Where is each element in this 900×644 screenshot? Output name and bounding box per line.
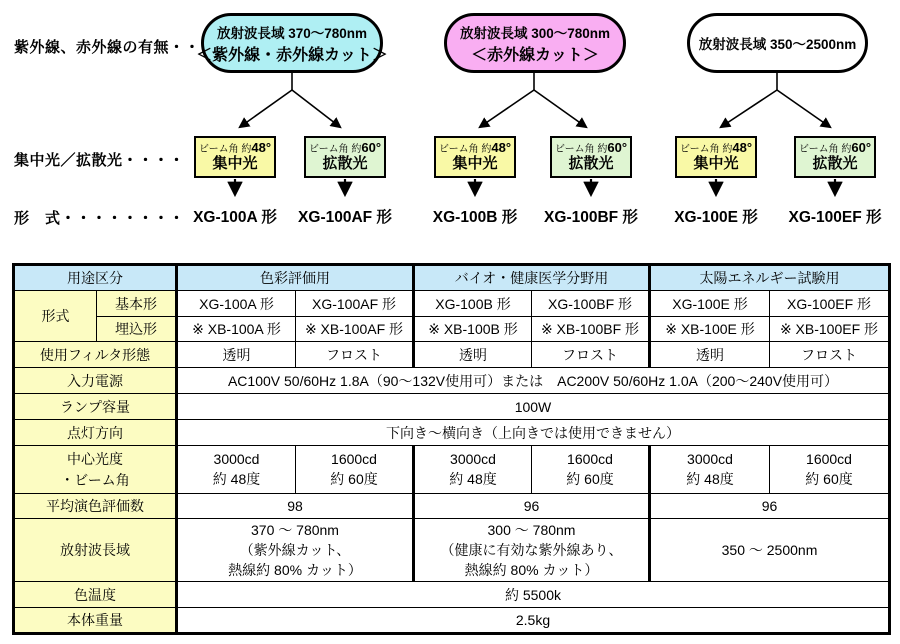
bubble-cut-text: ＜赤外線カット＞	[471, 46, 599, 64]
beam-type-text: 集中光	[212, 155, 258, 173]
beam-angle-text: ビーム角 約60°	[554, 139, 628, 155]
beam-box-concentrated-b	[434, 136, 516, 178]
row-label-spectrum: 紫外線、赤外線の有無・・	[14, 39, 201, 56]
filter-cell: フロスト	[532, 342, 650, 368]
luminous-cell: 1600cd 約 60度	[770, 446, 890, 494]
beam-angle-text: ビーム角 約60°	[798, 139, 872, 155]
group-header-bio: バイオ・健康医学分野用	[414, 265, 650, 291]
beam-type-text: 拡散光	[322, 155, 368, 173]
table-row-power	[14, 368, 890, 394]
luminous-cell: 3000cd 約 48度	[177, 446, 296, 494]
label-lamp: ランプ容量	[14, 394, 177, 420]
table-row-recessed-models	[14, 317, 890, 342]
bubble-uv-ir-cut	[196, 13, 388, 73]
label-temp: 色温度	[14, 582, 177, 608]
recessed-model-cell: ※ XB-100E 形	[650, 317, 770, 342]
wavelength-cell: 350 ～ 2500nm	[650, 519, 890, 582]
basic-model-cell: XG-100A 形	[177, 291, 296, 317]
beam-box-concentrated-e	[675, 136, 757, 178]
table-row-weight	[14, 608, 890, 634]
lamp-value-cell: 100W	[177, 394, 890, 420]
label-power: 入力電源	[14, 368, 177, 394]
cri-cell: 96	[414, 494, 650, 519]
table-row-lamp	[14, 394, 890, 420]
model-label: XG-100BF 形	[544, 209, 638, 226]
spec-table	[12, 263, 891, 635]
wavelength-cell: 300 ～ 780nm （健康に有効な紫外線あり、 熱線約 80% カット）	[414, 519, 650, 582]
power-value-cell: AC100V 50/60Hz 1.8A（90～132V使用可）または AC200V 50/60Hz 1.0A（200～240V使用可）	[177, 368, 890, 394]
model-label: XG-100A 形	[193, 209, 277, 226]
recessed-model-cell: ※ XB-100B 形	[414, 317, 532, 342]
row-label-beam: 集中光／拡散光・・・・	[14, 152, 185, 169]
luminous-cell: 3000cd 約 48度	[650, 446, 770, 494]
label-basic: 基本形	[97, 291, 177, 317]
label-wavelength: 放射波長域	[14, 519, 177, 582]
label-direction: 点灯方向	[14, 420, 177, 446]
label-weight: 本体重量	[14, 608, 177, 634]
model-label: XG-100EF 形	[788, 209, 882, 226]
beam-type-text: 集中光	[452, 155, 498, 173]
table-row-filter	[14, 342, 890, 368]
filter-cell: フロスト	[296, 342, 414, 368]
filter-cell: 透明	[414, 342, 532, 368]
table-row-basic-models	[14, 291, 890, 317]
direction-value-cell: 下向き～横向き（上向きでは使用できません）	[177, 420, 890, 446]
wavelength-cell: 370 ～ 780nm （紫外線カット、 熱線約 80% カット）	[177, 519, 414, 582]
basic-model-cell: XG-100B 形	[414, 291, 532, 317]
beam-angle-text: ビーム角 約48°	[679, 139, 753, 155]
beam-type-text: 拡散光	[812, 155, 858, 173]
model-label: XG-100B 形	[432, 209, 518, 226]
filter-cell: 透明	[177, 342, 296, 368]
beam-box-concentrated-a	[194, 136, 276, 178]
table-row-luminous	[14, 446, 890, 494]
bubble-range-text: 放射波長域 350～2500nm	[698, 37, 857, 52]
basic-model-cell: XG-100EF 形	[770, 291, 890, 317]
luminous-cell: 1600cd 約 60度	[296, 446, 414, 494]
table-row-direction	[14, 420, 890, 446]
beam-box-diffused-b	[550, 136, 632, 178]
label-cri: 平均演色評価数	[14, 494, 177, 519]
filter-cell: 透明	[650, 342, 770, 368]
bubble-range-text: 放射波長域 370～780nm	[216, 25, 368, 41]
label-recessed: 埋込形	[97, 317, 177, 342]
recessed-model-cell: ※ XB-100EF 形	[770, 317, 890, 342]
basic-model-cell: XG-100AF 形	[296, 291, 414, 317]
recessed-model-cell: ※ XB-100AF 形	[296, 317, 414, 342]
filter-cell: フロスト	[770, 342, 890, 368]
label-model: 形式	[14, 291, 97, 342]
model-label: XG-100AF 形	[298, 209, 392, 226]
basic-model-cell: XG-100BF 形	[532, 291, 650, 317]
beam-box-diffused-a	[304, 136, 386, 178]
bubble-full-range	[687, 13, 868, 73]
bubble-range-text: 放射波長域 300～780nm	[459, 25, 611, 41]
cri-cell: 98	[177, 494, 414, 519]
beam-angle-text: ビーム角 約48°	[198, 139, 272, 155]
beam-type-text: 拡散光	[568, 155, 614, 173]
recessed-model-cell: ※ XB-100BF 形	[532, 317, 650, 342]
luminous-cell: 1600cd 約 60度	[532, 446, 650, 494]
table-row-temp	[14, 582, 890, 608]
temp-value-cell: 約 5500k	[177, 582, 890, 608]
weight-value-cell: 2.5kg	[177, 608, 890, 634]
row-label-model: 形 式・・・・・・・・	[14, 210, 185, 227]
basic-model-cell: XG-100E 形	[650, 291, 770, 317]
beam-angle-text: ビーム角 約48°	[438, 139, 512, 155]
group-header-color: 色彩評価用	[177, 265, 414, 291]
beam-type-text: 集中光	[693, 155, 739, 173]
table-row-wavelength	[14, 519, 890, 582]
lamp-selection-diagram	[0, 0, 900, 258]
group-header-solar: 太陽エネルギー試験用	[650, 265, 890, 291]
beam-angle-text: ビーム角 約60°	[308, 139, 382, 155]
luminous-cell: 3000cd 約 48度	[414, 446, 532, 494]
label-luminous: 中心光度 ・ビーム角	[14, 446, 177, 494]
table-row-cri	[14, 494, 890, 519]
usage-header-cell: 用途区分	[14, 265, 177, 291]
label-filter: 使用フィルタ形態	[14, 342, 177, 368]
bubble-ir-cut	[444, 13, 626, 73]
beam-box-diffused-e	[794, 136, 876, 178]
table-row-header	[14, 265, 890, 291]
cri-cell: 96	[650, 494, 890, 519]
model-label: XG-100E 形	[674, 209, 758, 226]
recessed-model-cell: ※ XB-100A 形	[177, 317, 296, 342]
bubble-cut-text: ＜紫外線・赤外線カット＞	[196, 46, 388, 64]
